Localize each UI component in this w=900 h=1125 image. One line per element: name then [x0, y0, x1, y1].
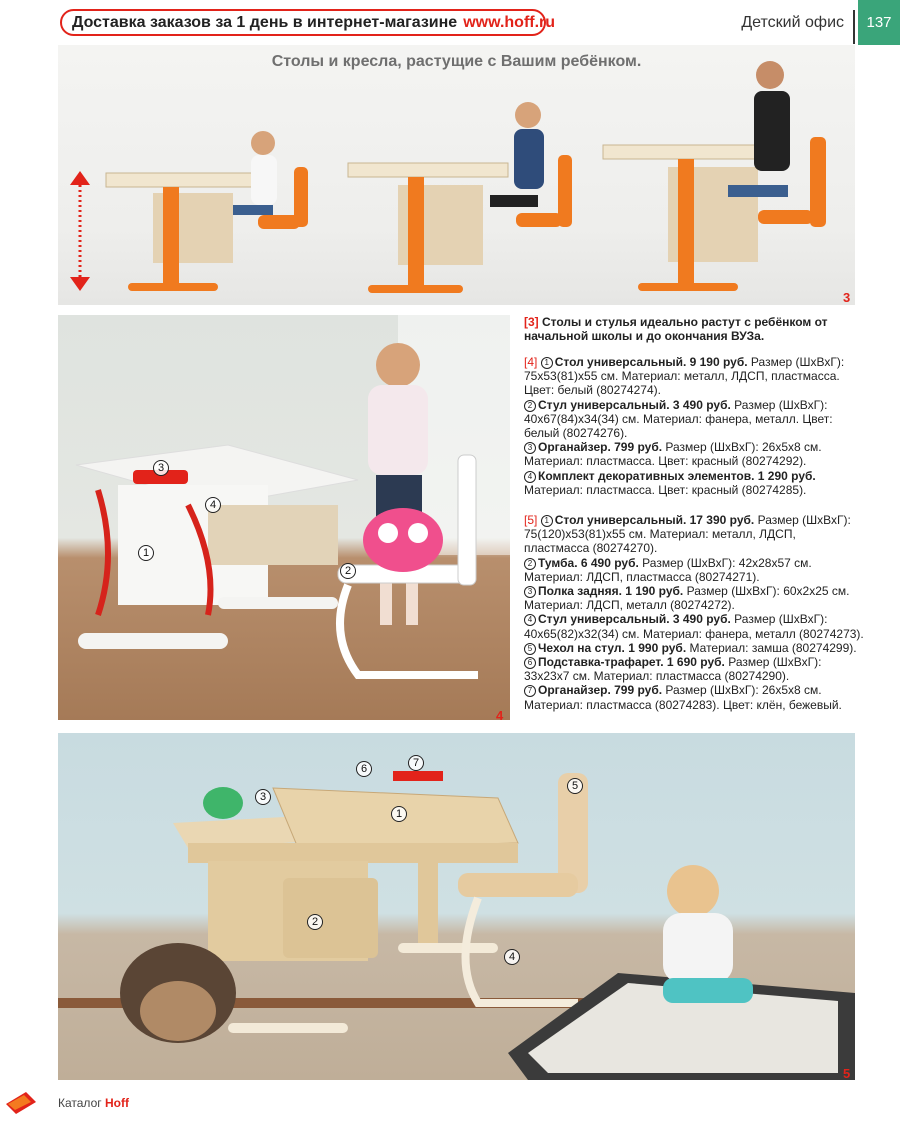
desc5-item-body: Размер (ШхВхГ): 26х5х8 см. Материал: пластмасса (80274283). Цвет: клён, бежевый. [524, 683, 842, 712]
desc5-item-body: Размер (ШхВхГ): 42х28х57 см. Материал: ЛДСП, пластмасса (80274271). [524, 555, 812, 584]
desc4-item-title: Стул универсальный. 3 490 руб. [538, 397, 731, 412]
desc5-item-title: Чехол на стул. 1 990 руб. [538, 640, 687, 655]
desc5-item-number: 7 [524, 685, 536, 697]
desc4-item-number: 2 [524, 400, 536, 412]
footer-prefix: Каталог [58, 1096, 102, 1110]
desk-set-large [603, 61, 826, 291]
desc5-item-body: Материал: замша (80274299). [689, 640, 857, 655]
height-arrow-icon [70, 171, 90, 291]
callout-4: 4 [504, 949, 520, 965]
desc5-item-number: 2 [524, 558, 536, 570]
desc5-item-title: Органайзер. 799 руб. [538, 683, 663, 698]
desc5-item-title: Тумба. 6 490 руб. [538, 555, 639, 570]
desc5-tag: [5] [524, 513, 538, 527]
desc5-item-number: 3 [524, 586, 536, 598]
footer-brand: Hoff [104, 1096, 129, 1110]
callout-6: 6 [356, 761, 372, 777]
callout-7: 7 [408, 755, 424, 771]
desc5-item-title: Полка задняя. 1 190 руб. [538, 584, 684, 599]
desc5-item-body: Размер (ШхВхГ): 75(120)х53(81)х55 см. Материал: металл, ЛДСП, пластмасса (80274270). [524, 513, 851, 556]
catalog-footer [58, 1096, 129, 1110]
desc4-item-title: Стол универсальный. 9 190 руб. [554, 355, 748, 369]
desc5-item-number: 1 [541, 515, 553, 527]
callout-2: 2 [340, 563, 356, 579]
desc4-item-number: 4 [524, 471, 536, 483]
desc4-item-body: Размер (ШхВхГ): 26х5х8 см. Материал: пластмасса. Цвет: красный (80274292). [524, 440, 822, 469]
site-url-link[interactable]: www.hoff.ru [463, 13, 556, 31]
photo-number-3: 3 [843, 290, 851, 305]
callout-5: 5 [567, 778, 583, 794]
photo-number-5: 5 [843, 1066, 851, 1081]
desk-set-small [106, 131, 308, 291]
growth-sequence-photo [58, 45, 855, 305]
description-5 [524, 513, 864, 712]
header-divider [853, 10, 855, 44]
desc5-item-body: Размер (ШхВхГ): 40х65(82)х32(34) см. Материал: фанера, металл (80274273). [524, 612, 864, 641]
desc5-item-body: Размер (ШхВхГ): 60х2х25 см. Материал: ЛДСП, металл (80274272). [524, 584, 850, 613]
desc5-item-body: Размер (ШхВхГ): 33х23х7 см. Материал: пластмасса (80274290). [524, 655, 822, 684]
wooden-desk-illustration [58, 733, 855, 1080]
desc4-item-body: Размер (ШхВхГ): 40х67(84)х34(34) см. Материал: фанера, металл. Цвет: белый (80274276). [524, 397, 833, 441]
callout-4: 4 [205, 497, 221, 513]
desc4-item-title: Органайзер. 799 руб. [538, 440, 663, 455]
desc3-text: Столы и стулья идеально растут с ребёнком от начальной школы и до окончания ВУЗа. [524, 315, 828, 344]
callout-1: 1 [391, 806, 407, 822]
desc5-item-number: 4 [524, 614, 536, 626]
photo-banner-title: Столы и кресла, растущие с Вашим ребёнком. [271, 53, 642, 70]
page-number: 137 [858, 0, 900, 45]
callout-2: 2 [307, 914, 323, 930]
desc4-item-title: Комплект декоративных элементов. 1 290 руб. [538, 468, 816, 483]
callout-3: 3 [153, 460, 169, 476]
desc3-tag: [3] [524, 315, 539, 329]
desc4-item-body: Материал: пластмасса. Цвет: красный (80274285). [524, 482, 807, 497]
desk-set-medium [348, 102, 572, 293]
callout-1: 1 [138, 545, 154, 561]
description-4 [524, 355, 864, 497]
callout-3: 3 [255, 789, 271, 805]
hoff-logo-icon [4, 1090, 38, 1116]
desc4-tag: [4] [524, 355, 538, 369]
white-desk-illustration [58, 315, 510, 720]
desc4-item-number: 1 [541, 357, 553, 369]
description-3 [524, 315, 864, 343]
desc5-item-title: Стул универсальный. 3 490 руб. [538, 612, 731, 627]
growth-illustration [58, 45, 855, 305]
delivery-banner-text: Доставка заказов за 1 день в интернет-магазине [72, 13, 458, 31]
photo-number-4: 4 [496, 708, 504, 723]
wooden-desk-photo [58, 733, 855, 1080]
section-title: Детский офис [741, 14, 844, 31]
desc5-item-number: 6 [524, 657, 536, 669]
desc5-item-title: Стол универсальный. 17 390 руб. [554, 513, 755, 527]
desc5-item-number: 5 [524, 643, 536, 655]
white-desk-photo [58, 315, 510, 720]
desc5-item-title: Подставка-трафарет. 1 690 руб. [538, 655, 725, 670]
desc4-item-body: Размер (ШхВхГ): 75х53(81)х55 см. Материал: металл, ЛДСП, пластмасса. Цвет: белый (80274274). [524, 355, 845, 398]
delivery-banner[interactable] [60, 9, 556, 36]
desc4-item-number: 3 [524, 442, 536, 454]
